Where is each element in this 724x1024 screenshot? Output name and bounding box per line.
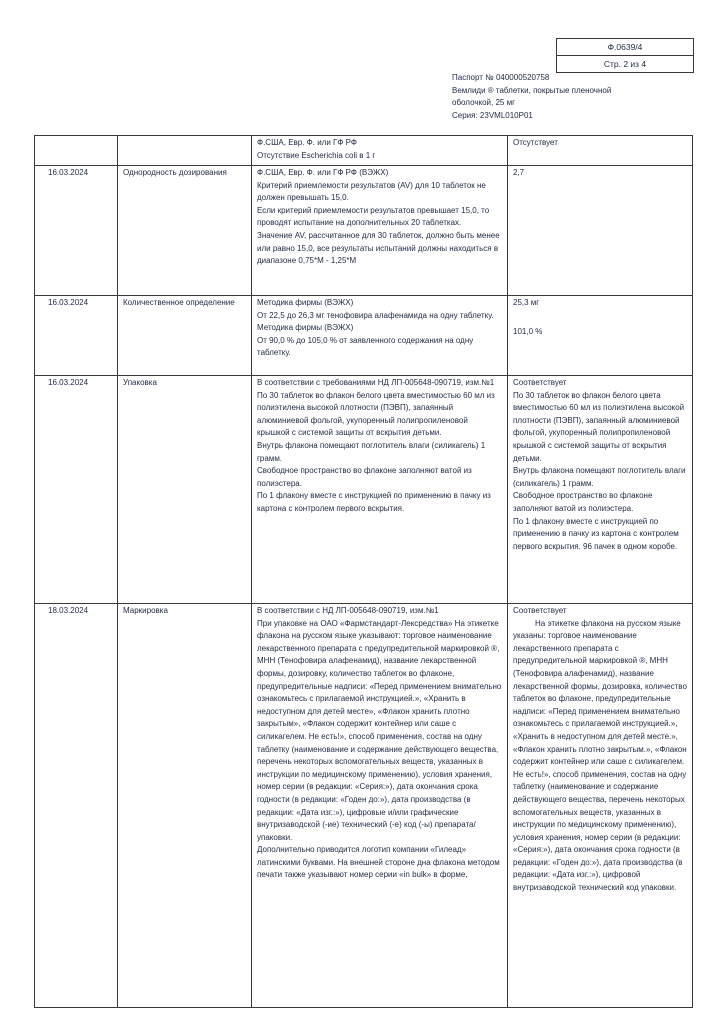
table-row <box>35 604 693 1008</box>
result-cell <box>508 296 693 376</box>
batch-number: Серия: 23VML010P01 <box>452 110 533 120</box>
table-row <box>35 166 693 296</box>
table-row <box>35 296 693 376</box>
test-name-cell: Однородность дозирования <box>118 166 252 296</box>
result-text: Соответствует <box>513 606 567 615</box>
result-text: 101,0 % <box>513 326 543 336</box>
spec-text: Ф.США, Евр. Ф. или ГФ РФ (ВЭЖХ) <box>257 168 389 177</box>
result-text: По 30 таблеток во флакон белого цвета вместимостью 60 мл из полиэтилена высокой плотности (ПЭВП), запаянный алюминиевой фольгой, укупоренный полипропиленовой крышкой с системой защиты от вскрытия детьми. <box>513 390 685 463</box>
specification-cell <box>252 604 508 1008</box>
result-text: 25,3 мг <box>513 298 540 307</box>
spec-text: Методика фирмы (ВЭЖХ) <box>257 323 354 333</box>
specification-cell <box>252 376 508 604</box>
spec-text: От 90,0 % до 105,0 % от заявленного содержания на одну таблетку. <box>257 335 474 358</box>
spec-text: Ф.США, Евр. Ф. или ГФ РФ <box>257 138 357 147</box>
result-cell <box>508 136 693 166</box>
specification-cell <box>252 296 508 376</box>
result-text: Внутрь флакона помещают поглотитель влаги (силикагель) 1 грамм. <box>513 466 686 488</box>
product-name-line: Вемлиди ® таблетки, покрытые пленочной <box>452 85 612 95</box>
spec-text: Свободное пространство во флаконе заполняют ватой из полиэстера. <box>257 466 472 488</box>
test-name-cell: Маркировка <box>118 604 252 1008</box>
table-row <box>35 136 693 166</box>
result-text: Соответствует <box>513 378 567 387</box>
spec-text: От 22,5 до 26,3 мг тенофовира алафенамида на одну таблетку. <box>257 310 494 320</box>
spec-text: В соответствии с требованиями НД ЛП-005648-090719, изм.№1 <box>257 378 495 387</box>
spec-text: Значение AV, рассчитанное для 30 таблеток, должно быть менее или равно 15,0, все результаты испытаний должны находиться в диапазоне 0,75*M - 1,25*M <box>257 230 500 266</box>
result-text: 2,7 <box>513 168 525 177</box>
result-cell <box>508 376 693 604</box>
specification-cell <box>252 166 508 296</box>
result-cell <box>508 604 693 1008</box>
specification-cell <box>252 136 508 166</box>
spec-text: Дополнительно приводится логотип компании «Гилеад» латинскими буквами. На внешней стороне дна флакона методом печати также указывают номер серии «in bulk» в форме, <box>257 845 500 880</box>
date-cell: 18.03.2024 <box>35 604 118 1008</box>
spec-text: По 1 флакону вместе с инструкцией по применению в пачку из картона с контролем первого вскрытия. <box>257 491 491 513</box>
spec-text: При упаковке на ОАО «Фармстандарт-Лексредства» На этикетке флакона на русском языке указывают: торговое наименование лекарственного препарата с предупредительной маркировкой ®, МНН (Тенофовира алафенамид), название лекарственной формы, дозировку, количество таблеток во флаконе, предупредительные надписи: «Перед применением внимательно ознакомьтесь с прилагаемой инструкцией.», «Хранить в недоступном для детей месте», «Флакон хранить плотно закрытым», «Флакон содержит контейнер или саше с силикагелем. Не есть!», способ применения, состав на одну таблетку (наименование и содержание действующего вещества, перечень некоторых вспомогательных веществ, указанных в инструкции по медицинскому применению), условия хранения, номер серии (в редакции: «Серия:»), дата окончания срока годности (в редакции: «Годен до:»), дата производства (в редакции: «Дата изг.:»), цифровые и/или графические внутризаводской (-ие) технический (-е) код (-ы) препарата/упаковки. <box>257 618 502 842</box>
spec-text: В соответствии с НД ЛП-005648-090719, изм.№1 <box>257 606 439 615</box>
test-name-cell: Упаковка <box>118 376 252 604</box>
date-cell: 16.03.2024 <box>35 376 118 604</box>
spec-text: Если критерий приемлемости результатов превышает 15,0, то проводят испытание на дополнительных 20 таблетках. <box>257 205 490 228</box>
spec-text: По 30 таблеток во флакон белого цвета вместимостью 60 мл из полиэтилена высокой плотности (ПЭВП), запаянный алюминиевой фольгой, укупоренный полипропиленовой крышкой с системой защиты от вскрытия детьми. <box>257 390 495 438</box>
result-text: По 1 флакону вместе с инструкцией по применению в пачку из картона с контролем первого вскрытия. 96 пачек в одном коробе. <box>513 516 679 551</box>
table-row <box>35 376 693 604</box>
spec-text: Отсутствие Escherichia coli в 1 г <box>257 150 376 160</box>
passport-number: Паспорт № 040000520758 <box>452 73 550 82</box>
spec-text: Методика фирмы (ВЭЖХ) <box>257 298 354 307</box>
test-name-cell <box>118 136 252 166</box>
date-cell: 16.03.2024 <box>35 166 118 296</box>
result-text: На этикетке флакона на русском языке указаны: торговое наименование лекарственного препарата с предупредительной маркировкой ®, МНН (Тенофовира алафенамид), название лекарственной формы, дозировка, количество таблеток во флаконе, предупредительные надписи: «Перед применением внимательно ознакомьтесь с прилагаемой инструкцией.», «Хранить в недоступном для детей месте.», «Флакон хранить плотно закрытым.», «Флакон содержит контейнер или саше с силикагелем. Не есть!», способ применения, состав на одну таблетку (наименование и содержание действующего вещества, перечень некоторых вспомогательных веществ, указанных в инструкции по медицинскому применению), условия хранения, номер серии (в редакции: «Серия:»), дата окончания срока годности (в редакции: «Годен до:»), дата производства (в редакции: «Дата изг.:»), цифровой внутризаводской технический код упаковки. <box>513 618 687 893</box>
result-cell <box>508 166 693 296</box>
result-text: Свободное пространство во флаконе заполняют ватой из полиэстера. <box>513 491 653 513</box>
page-number: Стр. 2 из 4 <box>557 55 693 72</box>
form-code: Ф.0639/4 <box>607 42 643 52</box>
product-form-line: оболочкой, 25 мг <box>452 98 515 108</box>
test-name-cell: Количественное определение <box>118 296 252 376</box>
date-cell: 16.03.2024 <box>35 296 118 376</box>
spec-text: Критерий приемлемости результатов (AV) для 10 таблеток не должен превышать 15,0. <box>257 180 486 203</box>
form-code-box <box>556 38 694 73</box>
spec-text: Внутрь флакона помещают поглотитель влаги (силикагель) 1 грамм. <box>257 440 486 463</box>
test-results-table <box>34 135 693 1008</box>
passport-info <box>452 72 692 122</box>
date-cell <box>35 136 118 166</box>
result-text: Отсутствует <box>513 138 558 147</box>
